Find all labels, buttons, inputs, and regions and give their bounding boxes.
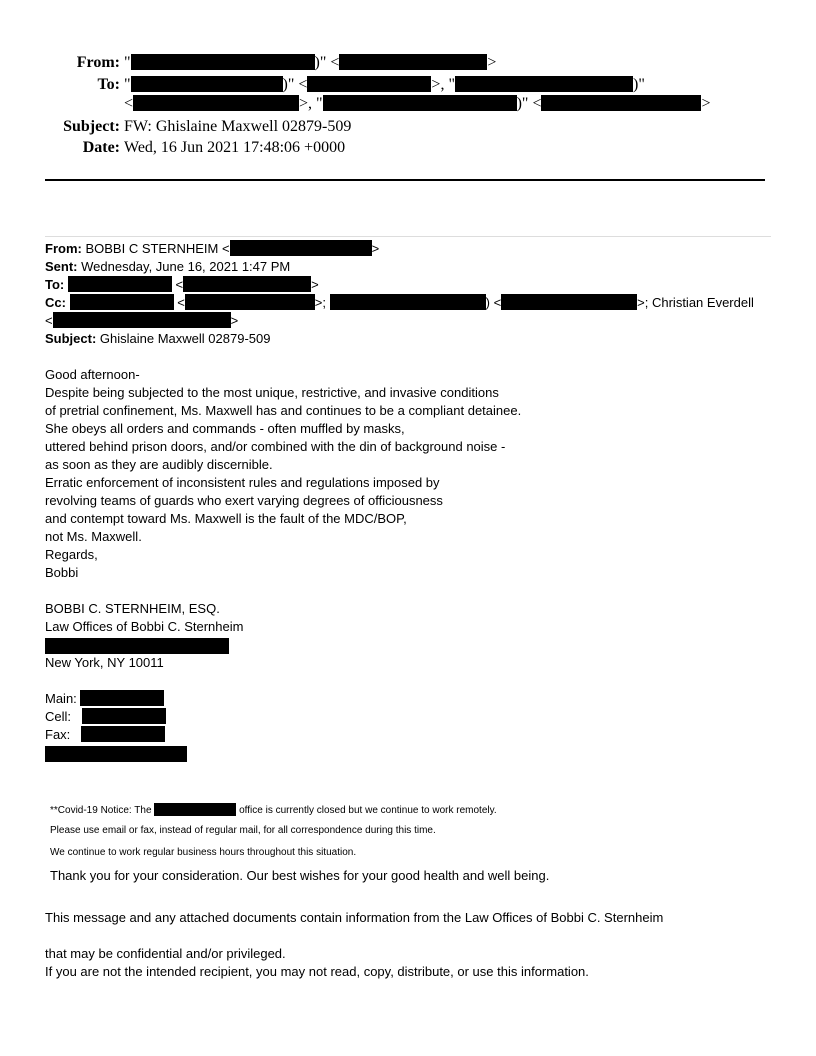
body-line: not Ms. Maxwell. (45, 529, 142, 544)
to-value: " )" < >, " )" (124, 76, 645, 93)
inner-sent-value: Wednesday, June 16, 2021 1:47 PM (81, 259, 291, 274)
subject-value: FW: Ghislaine Maxwell 02879-509 (124, 118, 352, 135)
body-line: Erratic enforcement of inconsistent rules and regulations imposed by (45, 475, 440, 490)
thanks-line: Thank you for your consideration. Our best wishes for your good health and well being. (50, 868, 550, 883)
cell-phone-line (45, 708, 166, 726)
redaction (185, 294, 315, 310)
covid-line-1 (50, 803, 497, 818)
from-value: " )" < > (124, 54, 497, 71)
redaction (455, 76, 633, 92)
to-value-cont: < >, " )" < > (124, 95, 711, 112)
redaction (133, 95, 299, 111)
inner-cc-label: Cc: (45, 295, 66, 310)
disclaimer-line-3: If you are not the intended recipient, you may not read, copy, distribute, or use this information. (45, 964, 589, 979)
inner-cc-line: Cc: < >; ) < >; Christian Everdell (45, 295, 754, 310)
redaction (154, 803, 236, 816)
signature-city: New York, NY 10011 (45, 655, 164, 670)
redaction (307, 76, 431, 92)
disclaimer-line-1: This message and any attached documents contain information from the Law Offices of Bobbi C. Sternheim (45, 910, 664, 925)
signature-name: BOBBI C. STERNHEIM, ESQ. (45, 601, 220, 616)
redaction (230, 240, 372, 256)
body-line: She obeys all orders and commands - often muffled by masks, (45, 421, 405, 436)
redaction (323, 95, 517, 111)
redaction (501, 294, 637, 310)
redaction (183, 276, 311, 292)
inner-sent-label: Sent: (45, 259, 78, 274)
body-line: uttered behind prison doors, and/or combined with the din of background noise - (45, 439, 506, 454)
redaction (68, 276, 172, 292)
redaction (82, 708, 166, 724)
date-value: Wed, 16 Jun 2021 17:48:06 +0000 (124, 139, 346, 156)
redaction (80, 690, 164, 706)
inner-to-label: To: (45, 277, 65, 292)
subject-label: Subject: (63, 118, 120, 135)
body-line: revolving teams of guards who exert varying degrees of officiousness (45, 493, 443, 508)
fax-label: Fax: (45, 727, 71, 742)
inner-subject-value: Ghislaine Maxwell 02879-509 (99, 331, 271, 346)
body-line: Regards, (45, 547, 98, 562)
disclaimer-line-2: that may be confidential and/or privileged. (45, 946, 286, 961)
redaction (339, 54, 487, 70)
inner-cc-line-cont: < > (45, 313, 239, 328)
redaction (330, 294, 486, 310)
fax-line (45, 726, 165, 744)
date-label: Date: (82, 139, 120, 156)
inner-subject-label: Subject: (45, 331, 97, 346)
email-redaction (45, 746, 187, 764)
body-line: of pretrial confinement, Ms. Maxwell has and continues to be a compliant detainee. (45, 403, 522, 418)
covid-line-2: Please use email or fax, instead of regular mail, for all correspondence during this time. (50, 825, 436, 836)
body-line: and contempt toward Ms. Maxwell is the fault of the MDC/BOP, (45, 511, 407, 526)
redaction (131, 76, 283, 92)
message-divider (45, 236, 771, 237)
inner-subject-line (45, 330, 270, 348)
greeting: Good afternoon- (45, 367, 140, 382)
cc-name: ; Christian Everdell (644, 295, 754, 310)
to-label: To: (97, 76, 120, 93)
covid-prefix: **Covid-19 Notice: The (50, 805, 152, 816)
redaction (45, 746, 187, 762)
redaction (53, 312, 231, 328)
body-line: as soon as they are audibly discernible. (45, 457, 273, 472)
signature-firm: Law Offices of Bobbi C. Sternheim (45, 619, 244, 634)
inner-from-label: From: (45, 241, 82, 256)
redaction (131, 54, 315, 70)
inner-from-name: BOBBI C STERNHEIM < (85, 241, 230, 256)
main-label: Main: (45, 691, 77, 706)
from-label: From: (76, 54, 120, 71)
covid-suffix: office is currently closed but we continue to work remotely. (239, 805, 497, 816)
body-line: Despite being subjected to the most unique, restrictive, and invasive conditions (45, 385, 499, 400)
covid-line-3: We continue to work regular business hours throughout this situation. (50, 847, 357, 858)
header-divider (45, 179, 765, 181)
inner-to-line: To: < > (45, 277, 319, 292)
redaction (81, 726, 165, 742)
cell-label: Cell: (45, 709, 72, 724)
main-phone-line (45, 690, 164, 708)
redaction (70, 294, 174, 310)
inner-from-line: From: BOBBI C STERNHEIM < > (45, 241, 380, 256)
redaction (541, 95, 701, 111)
body-line: Bobbi (45, 565, 79, 580)
redaction (45, 638, 229, 654)
inner-sent-line (45, 258, 290, 276)
